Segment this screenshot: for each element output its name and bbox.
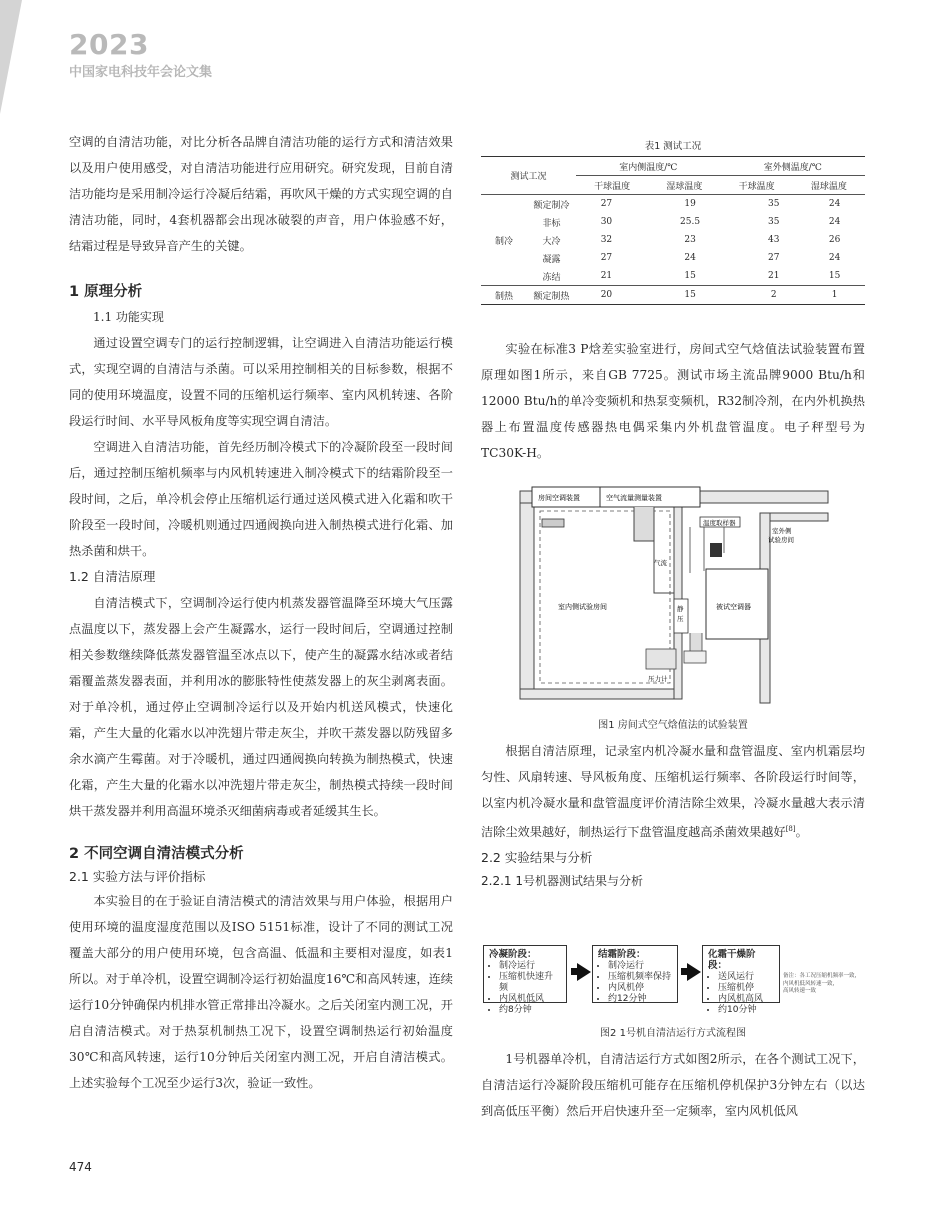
- table-1-caption: 表1 测试工况: [644, 141, 702, 152]
- table-cell: 35: [768, 199, 780, 209]
- figure-2-note: [783, 973, 865, 996]
- label-room-device: 房间空调装置: [538, 494, 580, 502]
- table-cell: 27: [600, 199, 613, 209]
- label-indoor-room: 室内侧试验房间: [558, 603, 607, 611]
- figure-2-caption: 图2 1号机自清洁运行方式流程图: [600, 1028, 746, 1039]
- table-row: [481, 231, 865, 249]
- table-row: [481, 195, 865, 213]
- table-cell: 20: [600, 290, 613, 300]
- intro-paragraph: 空调的自清洁功能，对比分析各品牌自清洁功能的运行方式和清洁效果以及用户使用感受，对自清洁功能进行应用研究。研究发现，目前自清洁功能均是采用制冷运行冷凝后结霜，再吹风干燥的方式实现空调的自清洁功能，同时，4套机器都会出现冰破裂的声音，用户体验感不好，结霜过程是导致异音产生的关键。: [69, 135, 453, 253]
- stage-3-item: • 压缩机停: [718, 983, 774, 994]
- stage-3-item: • 内风机高风: [718, 994, 774, 1005]
- stage-1-item: • 约8分钟: [499, 1005, 561, 1016]
- table-cell: 32: [600, 235, 613, 245]
- table-header-outdoor: 室外侧温度/℃: [721, 157, 866, 176]
- corner-decoration: [0, 0, 22, 114]
- table-header-condition: 测试工况: [481, 157, 576, 195]
- label-static-2: 压: [677, 615, 684, 623]
- table-row: [481, 213, 865, 231]
- table-cell: 24: [828, 199, 841, 209]
- right-column-middle: [481, 738, 865, 891]
- evaluation-paragraph: [481, 738, 865, 845]
- arrow-right-icon: [577, 963, 591, 981]
- table-group-heat: 制热: [494, 291, 513, 302]
- right-column-lower: [481, 1046, 865, 1124]
- stage-2-item: • 约12分钟: [608, 994, 672, 1005]
- note-line: 内风机低风转速一致，: [783, 980, 839, 987]
- table-cell: 额定制冷: [533, 200, 570, 211]
- outdoor-top-wall: [770, 513, 828, 521]
- section-1-heading: 1 原理分析: [69, 284, 143, 300]
- duct: [634, 507, 654, 541]
- table-cell: 25.5: [680, 217, 701, 227]
- stage-2-box: [592, 945, 678, 1003]
- stage-1-title: 冷凝阶段：: [489, 949, 537, 960]
- meter: [684, 651, 706, 663]
- table-cell: 非标: [542, 218, 561, 229]
- table-row: [481, 286, 865, 305]
- stage-3-box: [702, 945, 780, 1015]
- stage-2-title: 结霜阶段：: [598, 949, 646, 960]
- stage-3-item: • 约10分钟: [718, 1005, 774, 1016]
- section-1-2-heading: 1.2 自清洁原理: [69, 569, 156, 584]
- table-cell: 27: [768, 253, 780, 263]
- stage-1-box: [483, 945, 567, 1015]
- stage-3-title: 化霜干燥阶段：: [708, 949, 756, 971]
- label-airflow: 气流: [654, 559, 667, 567]
- stage-1-item: • 内风机低风: [499, 994, 561, 1005]
- figure-1-caption: 图1 房间式空气焓值法的试验装置: [598, 720, 748, 731]
- evaluation-end: 。: [795, 825, 808, 840]
- label-air-flow-device: 空气流量测量装置: [606, 494, 662, 502]
- table-header-outdoor-wet: 湿球温度: [793, 176, 865, 195]
- table-cell: 43: [768, 235, 780, 245]
- note-line: 高风转速一致: [783, 988, 817, 994]
- table-header-indoor-wet: 湿球温度: [648, 176, 720, 195]
- section-2-1-heading: 2.1 实验方法与评价指标: [69, 869, 206, 884]
- section-1-1-paragraph-1: 通过设置空调专门的运行控制逻辑，让空调进入自清洁功能运行模式，实现空调的自清洁与杀菌。可以采用控制相关的目标参数，根据不同的使用环境温度，设置不同的压缩机运行频率、室内风机转速、各阶段运行时间、水平导风板角度等实现空调自清洁。: [69, 336, 453, 428]
- duct-down: [654, 541, 674, 593]
- table-1-body: [481, 195, 865, 305]
- stage-3-item: • 送风运行: [718, 972, 774, 983]
- table-cell: 26: [828, 235, 841, 245]
- left-column: [69, 129, 453, 1096]
- section-1-1-heading: 1.1 功能实现: [93, 310, 164, 324]
- table-cell: 15: [684, 290, 696, 300]
- section-1-1-paragraph-2: 空调进入自清洁功能，首先经历制冷模式下的冷凝阶段至一段时间后，通过控制压缩机频率与内风机转速进入制冷模式下的结霜阶段至一段时间，之后，单冷机会停止压缩机运行通过送风模式进入化霜和吹干阶段至一段时间，冷暖机则通过四通阀换向进入制热模式进行化霜、加热杀菌和烘干。: [69, 440, 453, 558]
- note-line: 备注：各工况压缩机频率一致，: [783, 973, 861, 979]
- table-cell: 19: [684, 199, 696, 209]
- table-cell: 24: [828, 253, 841, 263]
- header-title: 中国家电科技年会论文集: [69, 65, 213, 80]
- table-cell: 24: [684, 253, 696, 263]
- page-number: 474: [69, 1160, 92, 1174]
- table-cell: 15: [637, 267, 743, 286]
- reference-8: [8]: [785, 825, 796, 833]
- table-header-outdoor-dry: 干球温度: [721, 176, 793, 195]
- table-cell: 冻结: [527, 267, 576, 286]
- stage-1-item: • 压缩机快速升频: [499, 972, 561, 994]
- figure-1-diagram: [514, 483, 834, 705]
- stage-2-item: • 内风机停: [608, 983, 672, 994]
- table-1-block: [481, 138, 865, 305]
- label-unit-under-test: 被试空调器: [716, 603, 751, 611]
- table-cell: 大冷: [542, 236, 561, 247]
- table-header-indoor: 室内侧温度/℃: [576, 157, 721, 176]
- stage-2-item: • 制冷运行: [608, 961, 672, 972]
- figure-2-flowchart: [481, 943, 865, 1013]
- table-cell: 额定制热: [533, 291, 570, 302]
- sensor-block: [710, 543, 722, 557]
- table-cell: 15: [804, 267, 865, 286]
- label-pressure-gauge: 压力计: [648, 675, 668, 683]
- bottom-wall: [520, 689, 680, 699]
- label-outdoor-room-1: 室外侧: [772, 527, 792, 535]
- table-cell: 21: [576, 267, 637, 286]
- label-outdoor-room-2: 试验房间: [768, 536, 794, 544]
- stage-2-item: • 压缩机频率保持: [608, 972, 672, 983]
- arrow-right-icon: [687, 963, 701, 981]
- table-header-indoor-dry: 干球温度: [576, 176, 648, 195]
- label-static-1: 静: [677, 605, 684, 613]
- machine-1-paragraph: 1号机器单冷机，自清洁运行方式如图2所示，在各个测试工况下，自清洁运行冷凝阶段压缩机可能存在压缩机停机保护3分钟左右（以达到高低压平衡）然后开启快速升至一定频率，室内风机低风: [481, 1052, 865, 1118]
- stage-1-item: • 制冷运行: [499, 961, 561, 972]
- table-cell: 35: [768, 217, 780, 227]
- section-2-heading: 2 不同空调自清洁模式分析: [69, 846, 244, 862]
- section-2-2-1-heading: 2.2.1 1号机器测试结果与分析: [481, 874, 643, 889]
- table-cell: 23: [684, 235, 696, 245]
- table-row: [481, 267, 865, 286]
- section-1-2-paragraph: 自清洁模式下，空调制冷运行使内机蒸发器管温降至环境大气压露点温度以下，蒸发器上会产生凝露水，运行一段时间后，空调通过控制相关参数继续降低蒸发器管温至冰点以下，使产生的凝露水结冰或者结霜覆盖蒸发器表面，并利用冰的膨胀特性使蒸发器上的灰尘剥离表面。对于单冷机，通过停止空调制冷运行以及开始内机送风模式，快速化霜，产生大量的化霜水以冲洗翅片带走灰尘，并吹干蒸发器以防残留多余水滴产生霉菌。对于冷暖机，通过四通阀换向转换为制热模式，快速化霜，产生大量的化霜水以冲洗翅片带走灰尘，制热模式持续一段时间烘干蒸发器并利用高温环境杀灭细菌病毒或者延缓其生长。: [69, 596, 453, 818]
- table-cell: 2: [770, 290, 777, 300]
- evaluation-text: 根据自清洁原理，记录室内机冷凝水量和盘管温度、室内机霜层均匀性、风扇转速、导风板角度、压缩机运行频率、各阶段运行时间等，以室内机冷凝水量和盘管温度评价清洁除尘效果，冷凝水量越大表示清洁除尘效果越好，制热运行下盘管温度越高杀菌效果越好: [481, 744, 865, 840]
- table-cell: 21: [743, 267, 804, 286]
- header-year: 2023: [69, 28, 149, 61]
- right-column-upper: [481, 336, 865, 466]
- table-cell: 27: [600, 253, 613, 263]
- table-cell: 30: [600, 217, 613, 227]
- table-cell: 24: [828, 217, 841, 227]
- table-cell: 凝露: [542, 254, 561, 265]
- left-wall: [520, 503, 534, 699]
- table-group-cool: 制冷: [481, 195, 527, 286]
- section-2-1-paragraph: 本实验目的在于验证自清洁模式的清洁效果与用户体验，根据用户使用环境的温度湿度范围以及ISO 5151标准，设计了不同的测试工况覆盖大部分的用户使用环境，包含高温、低温和主要相对湿度，如表1所以。对于单冷机，设置空调制冷运行初始温度16℃和高风转速，连续运行10分钟确保内机排水管正常排出冷凝水。之后关闭室内测工况，开启自清洁模式。对于热泵机制热工况下，设置空调制热运行初始温度30℃和高风转速，运行10分钟后关闭室内测工况，开启自清洁模式。上述实验每个工况至少运行3次，验证一致性。: [69, 894, 453, 1090]
- label-temp-sampler: 温度取样器: [703, 519, 736, 527]
- section-2-2-heading: 2.2 实验结果与分析: [481, 850, 593, 866]
- table-row: [481, 249, 865, 267]
- ceiling-unit: [542, 519, 564, 527]
- table-cell: 1: [831, 290, 838, 300]
- table-1: [481, 156, 865, 195]
- pressure-gauge-unit: [646, 649, 676, 669]
- experiment-paragraph: 实验在标准3 P焓差实验室进行，房间式空气焓值法试验装置布置原理如图1所示，来自GB 7725。测试市场主流品牌9000 Btu/h和12000 Btu/h的单冷变频机和热泵变频机，R32制冷剂，在内外机换热器上布置温度传感器热电偶采集内外机盘管温度。电子秤型号为TC30K-H。: [481, 342, 865, 460]
